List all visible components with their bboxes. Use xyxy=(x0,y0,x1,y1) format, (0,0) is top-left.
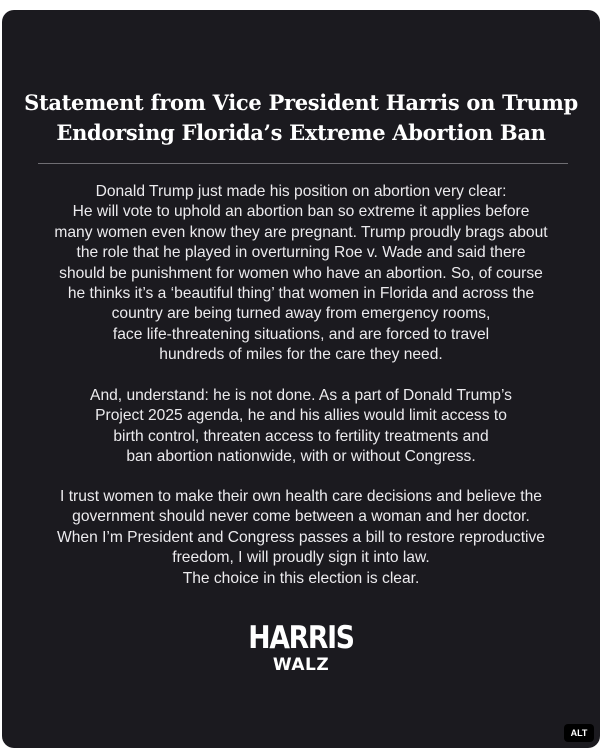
paragraph-line: hundreds of miles for the care they need. xyxy=(159,346,443,364)
paragraph-line: I trust women to make their own health care decisions and believe the xyxy=(60,488,542,505)
statement-paragraph-3 xyxy=(18,487,584,589)
title-divider xyxy=(38,163,568,164)
paragraph-line: he thinks it’s a ‘beautiful thing’ that women in Florida and across the xyxy=(67,285,535,303)
paragraph-line: government should never come between a woman and her doctor. xyxy=(72,508,530,526)
title-line: Endorsing Florida’s Extreme Abortion Ban xyxy=(56,120,546,145)
alt-text-badge[interactable]: ALT xyxy=(564,724,594,742)
harris-walz-logo xyxy=(2,622,600,675)
paragraph-line: Donald Trump just made his position on abortion very clear: xyxy=(95,183,507,200)
paragraph-line: Project 2025 agenda, he and his allies would limit access to xyxy=(95,407,507,425)
statement-paragraph-2 xyxy=(18,386,584,468)
paragraph-line: And, understand: he is not done. As a part of Donald Trump’s xyxy=(90,387,512,404)
statement-image xyxy=(2,10,600,748)
logo-top-word: HARRIS xyxy=(248,620,354,656)
paragraph-line: The choice in this election is clear. xyxy=(182,569,420,587)
paragraph-line: the role that he played in overturning Roe v. Wade and said there xyxy=(76,244,526,262)
paragraph-line: ban abortion nationwide, with or without Congress. xyxy=(126,448,476,466)
paragraph-line: face life-threatening situations, and are forced to travel xyxy=(112,325,490,343)
paragraph-line: When I’m President and Congress passes a bill to restore reproductive xyxy=(57,528,545,546)
paragraph-line: should be punishment for women who have an abortion. So, of course xyxy=(59,264,543,282)
paragraph-line: country are being turned away from emergency rooms, xyxy=(111,305,491,323)
paragraph-line: birth control, threaten access to fertility treatments and xyxy=(113,427,489,445)
paragraph-line: freedom, I will proudly sign it into law. xyxy=(172,549,430,567)
logo-bottom-word: WALZ xyxy=(272,655,330,675)
statement-title xyxy=(2,88,600,148)
statement-paragraph-1 xyxy=(18,182,584,366)
paragraph-line: He will vote to uphold an abortion ban so extreme it applies before xyxy=(72,203,530,221)
paragraph-line: many women even know they are pregnant. Trump proudly brags about xyxy=(54,223,548,241)
title-line: Statement from Vice President Harris on Trump xyxy=(24,90,578,115)
